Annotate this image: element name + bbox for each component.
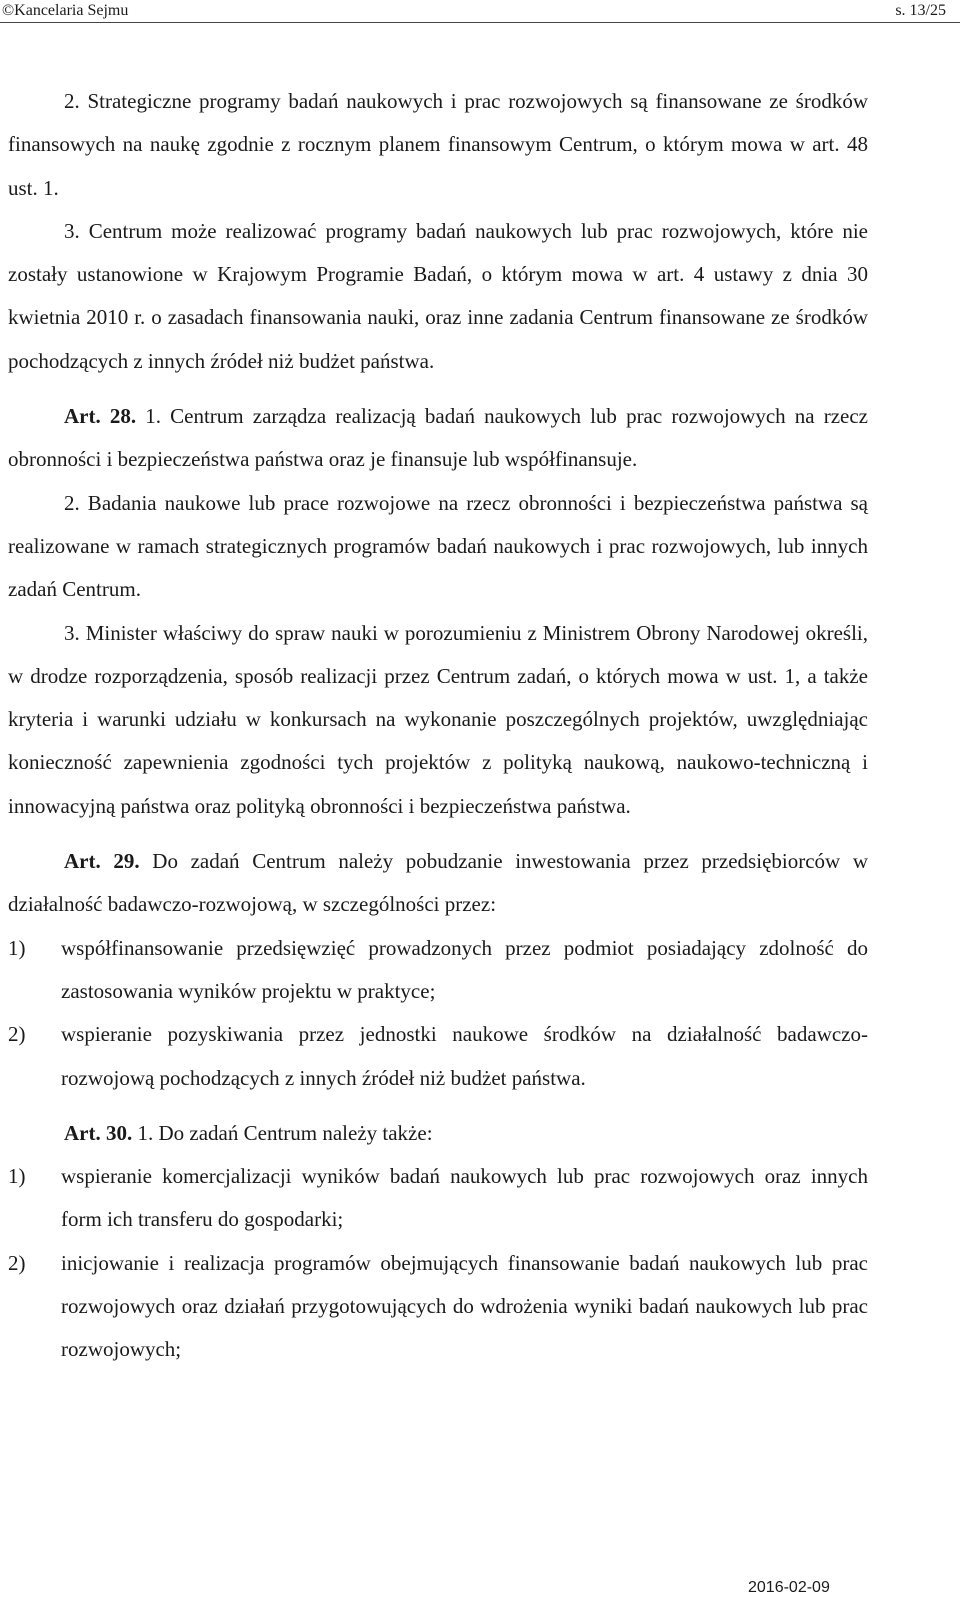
list-item-text: inicjowanie i realizacja programów obejmujących finansowanie badań naukowych lub prac rozwojowych oraz działań przygotowujących do wdrożenia wyniki badań naukowych lub prac rozwojowych; bbox=[61, 1250, 868, 1362]
list-item-number: 1) bbox=[8, 935, 26, 960]
list-item bbox=[8, 1155, 868, 1242]
list-item bbox=[8, 1013, 868, 1100]
list-item-text: wspieranie pozyskiwania przez jednostki naukowe środków na działalność badawczo-rozwojową pochodzących z innych źródeł niż budżet państwa. bbox=[61, 1022, 868, 1090]
list-item-number: 2) bbox=[8, 1250, 26, 1275]
copyright-label: ©Kancelaria Sejmu bbox=[2, 2, 129, 19]
article-28-text-1: 1. Centrum zarządza realizacją badań naukowych lub prac rozwojowych na rzecz obronności i bezpieczeństwa państwa oraz je finansuje lub współfinansuje. bbox=[8, 404, 869, 472]
article-28-paragraph-2: 2. Badania naukowe lub prace rozwojowe na rzecz obronności i bezpieczeństwa państwa są realizowane w ramach strategicznych programów badań naukowych i prac rozwojowych, lub innych zadań Centrum. bbox=[8, 490, 868, 602]
document-body bbox=[8, 80, 868, 1372]
list-item-number: 1) bbox=[8, 1164, 26, 1189]
paragraph-art27-3: 3. Centrum może realizować programy badań naukowych lub prac rozwojowych, które nie zostały ustanowione w Krajowym Programie Badań, o którym mowa w art. 4 ustawy z dnia 30 kwietnia 2010 r. o zasadach finansowania nauki, oraz inne zadania Centrum finansowane ze środków pochodzących z innych źródeł niż budżet państwa. bbox=[8, 218, 868, 373]
list-item-text: współfinansowanie przedsięwzięć prowadzonych przez podmiot posiadający zdolność do zastosowania wyników projektu w praktyce; bbox=[61, 935, 868, 1003]
list-item-text: wspieranie komercjalizacji wyników badań naukowych lub prac rozwojowych oraz innych form ich transferu do gospodarki; bbox=[61, 1164, 868, 1232]
article-28-paragraph-1 bbox=[8, 395, 868, 482]
article-28-paragraph-3: 3. Minister właściwy do spraw nauki w porozumieniu z Ministrem Obrony Narodowej określi, w drodze rozporządzenia, sposób realizacji przez Centrum zadań, o których mowa w ust. 1, a także kryteria i warunki udziału w konkursach na wykonanie poszczególnych projektów, uwzględniając konieczność zapewnienia zgodności tych projektów z polityką naukową, naukowo-techniczną i innowacyjną państwa oraz polityką obronności i bezpieczeństwa państwa. bbox=[8, 620, 868, 818]
article-30-intro bbox=[8, 1112, 868, 1155]
article-30-heading: Art. 30. bbox=[64, 1120, 133, 1145]
article-28-heading: Art. 28. bbox=[64, 404, 137, 429]
page-header bbox=[0, 0, 960, 23]
article-29-heading: Art. 29. bbox=[64, 849, 140, 874]
article-29-text: Do zadań Centrum należy pobudzanie inwestowania przez przedsiębiorców w działalność badawczo-rozwojową, w szczególności przez: bbox=[8, 849, 869, 917]
paragraph-art27-2: 2. Strategiczne programy badań naukowych i prac rozwojowych są finansowane ze środków finansowych na naukę zgodnie z rocznym planem finansowym Centrum, o którym mowa w art. 48 ust. 1. bbox=[8, 89, 868, 200]
list-item bbox=[8, 927, 868, 1014]
article-29-intro bbox=[8, 840, 868, 927]
list-item bbox=[8, 1242, 868, 1372]
page-number: s. 13/25 bbox=[895, 2, 946, 19]
list-item-number: 2) bbox=[8, 1022, 26, 1047]
document-date: 2016-02-09 bbox=[748, 1579, 830, 1596]
article-30-text: 1. Do zadań Centrum należy także: bbox=[137, 1120, 433, 1145]
